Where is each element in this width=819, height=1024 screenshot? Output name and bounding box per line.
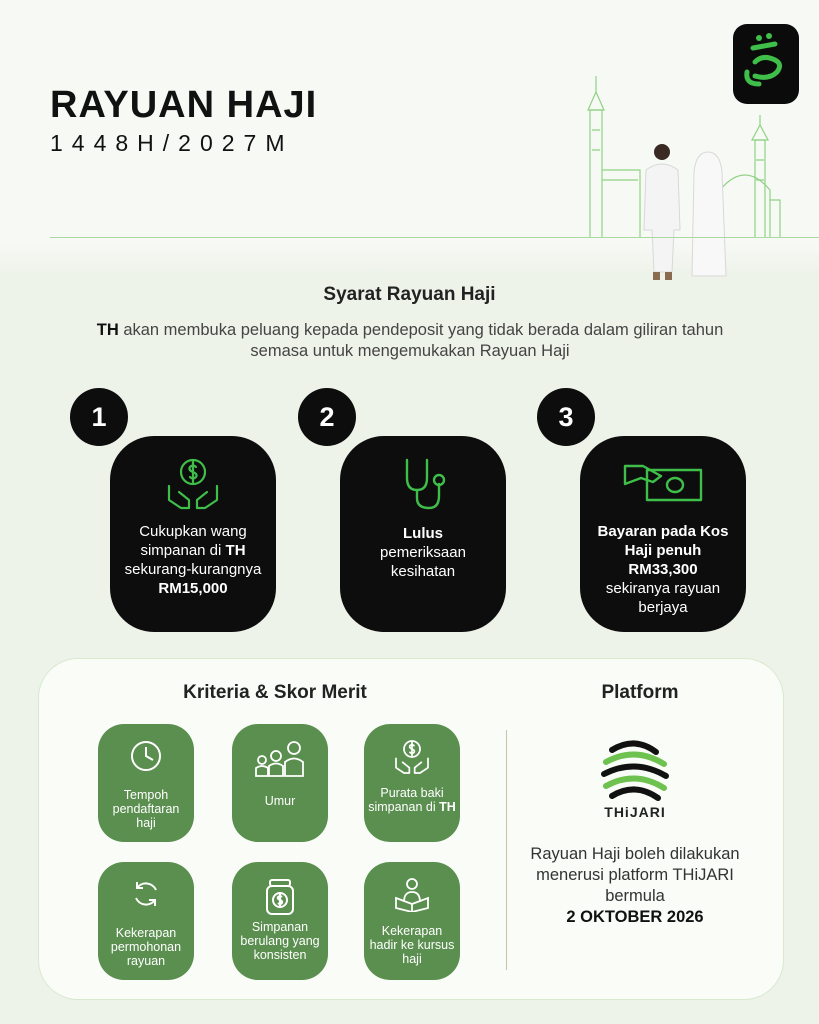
req2-rest: pemeriksaan kesihatan	[380, 544, 466, 580]
step-number-2: 2	[298, 388, 356, 446]
intro-text: akan membuka peluang kepada pendeposit yang tidak berada dalam giliran tahun semasa untuk mengemukakan Rayuan Haji	[118, 321, 724, 360]
page-subtitle: 1448H/2027M	[50, 130, 294, 156]
req1-amount: RM15,000	[158, 580, 228, 597]
savings-jar-icon	[232, 876, 328, 921]
panel-divider	[506, 730, 507, 970]
platform-text: Rayuan Haji boleh dilakukan menerusi platform THiJARI bermula	[530, 845, 740, 905]
thijari-logo-text: THiJARI	[604, 804, 666, 820]
th-logo	[733, 24, 799, 104]
requirement-card-2	[340, 436, 506, 632]
step-number-1: 1	[70, 388, 128, 446]
req3-rest: sekiranya rayuan berjaya	[605, 580, 721, 616]
requirement-card-1	[110, 436, 276, 632]
criteria-tile-simpanan	[232, 862, 328, 980]
platform-title: Platform	[601, 682, 679, 703]
clock-icon	[98, 738, 194, 779]
th-logo-mark	[733, 24, 799, 104]
platform-description	[530, 844, 740, 928]
refresh-icon	[98, 876, 194, 917]
people-icon	[232, 738, 328, 783]
criteria-tile-tempoh	[98, 724, 194, 842]
horizon-line	[50, 237, 819, 238]
cash-payment-icon	[580, 456, 746, 511]
criteria-title: Kriteria & Skor Merit	[183, 682, 367, 703]
step-number-3: 3	[537, 388, 595, 446]
intro-th: TH	[96, 321, 119, 339]
req3-bold: Bayaran pada Kos Haji penuh RM33,300	[597, 523, 729, 578]
tile-label-purata-text: Purata baki simpanan di	[368, 786, 444, 814]
req2-bold: Lulus	[403, 525, 443, 542]
tile-label-kursus: Kekerapan hadir ke kursus haji	[369, 924, 455, 966]
requirement-text-3	[590, 522, 736, 617]
pilgrims-illustration	[632, 140, 742, 285]
requirement-text-2	[350, 524, 496, 581]
platform-date: 2 OKTOBER 2026	[566, 908, 704, 926]
tile-label-kekerapan-rayuan: Kekerapan permohonan rayuan	[110, 926, 182, 968]
requirements-intro	[90, 320, 730, 362]
tile-label-purata	[368, 786, 456, 814]
requirements-title: Syarat Rayuan Haji	[323, 284, 496, 305]
tile-label-umur: Umur	[264, 794, 296, 808]
stethoscope-icon	[340, 456, 506, 517]
criteria-tile-purata	[364, 724, 460, 842]
criteria-tile-kekerapan-rayuan	[98, 862, 194, 980]
tile-label-purata-th: TH	[439, 800, 456, 814]
req1-line2: sekurang-kurangnya	[124, 561, 262, 578]
tile-label-tempoh: Tempoh pendaftaran haji	[112, 788, 180, 830]
criteria-tile-umur	[232, 724, 328, 842]
criteria-tile-kursus	[364, 862, 460, 980]
page-title: RAYUAN HAJI	[50, 84, 318, 126]
requirement-text-1	[120, 522, 266, 598]
money-hands-icon	[364, 738, 460, 781]
requirement-card-3	[580, 436, 746, 632]
reading-person-icon	[364, 876, 460, 917]
tile-label-simpanan: Simpanan berulang yang konsisten	[240, 920, 320, 962]
money-hands-icon	[110, 456, 276, 517]
req1-line1: Cukupkan wang simpanan di	[139, 523, 247, 559]
req1-th: TH	[225, 542, 246, 559]
